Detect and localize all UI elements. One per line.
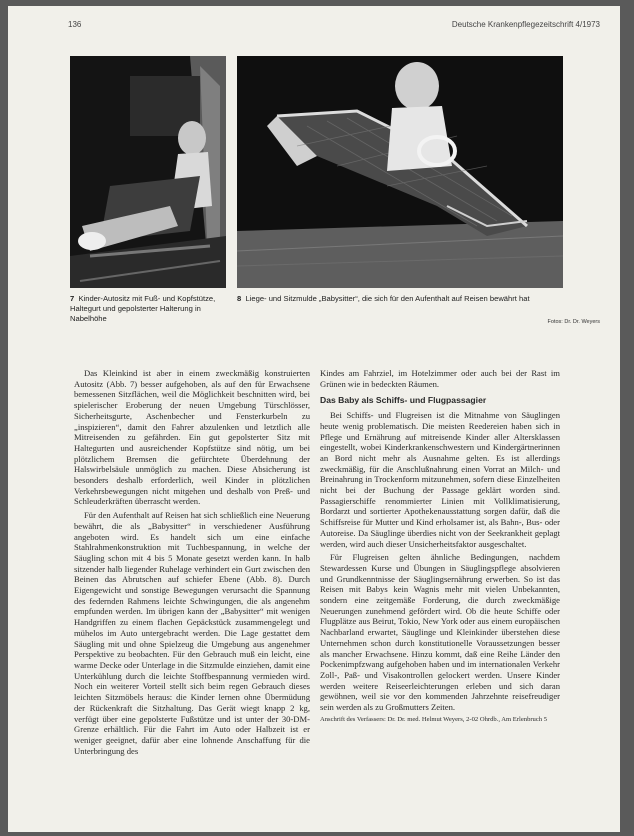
right-text-column [320,368,560,727]
author-address: Anschrift des Verfassers: Dr. Dr. med. Helmut Weyers, 2-02 Ohrdb., Am Erlenbruch 5 [320,715,548,723]
figure-7-text: Kinder-Autositz mit Fuß- und Kopfstütze, Haltegurt und gepolsterter Halterung in Nabelhöhe [70,294,216,323]
paragraph: Kindes am Fahrziel, im Hotelzimmer oder auch bei der Rast im Grünen wie in bedeckten Räumen. [320,368,560,389]
photo-babysitter [237,56,563,288]
magazine-page [8,6,620,832]
paragraph: Für Flugreisen gelten ähnliche Bedingungen, nachdem Stewardessen Kurse und Übungen in Säuglingspflege absolvieren und Grundkenntnisse der Säuglingsernährung erwerben. So ist das Reisen mit Babys kein Wagnis mehr mit vielen Unbekannten, sondern eine zeitgemäße Forderung, die durch zweckmäßige Neuerungen zunehmend gefördert wird. Ob die heute Schiffe oder Flugplätze aus Beirut, Tokio, New York oder aus einem europäischen Nachbarland erwartet, Säuglinge und Kleinkinder überstehen diese Unternehmen schon durch konstitutionelle Voraussetzungen besser als mancher Erwachsene. Hinzu kommt, daß eine Reihe Länder den Pockenimpfzwang aufgehoben haben und im internationalen Verkehr Zoll-, Paß- und Visakontrollen gelockert werden. Unsere Kinder werden weitere Reiseerleichterungen erleben und sich daran gewöhnen, weil sie vor den kommenden Jahrzehnte reisefreudiger sein werden als zu Großmutters Zeiten. [320,552,560,713]
photo-credit: Fotos: Dr. Dr. Weyers [547,319,600,325]
figure-8-caption [237,294,563,304]
page-number: 136 [68,20,82,29]
journal-title: Deutsche Krankenpflegezeitschrift 4/1973 [451,20,600,29]
figure-8-text: Liege- und Sitzmulde „Babysitter“, die sich für den Aufenthalt auf Reisen bewährt hat [245,294,530,303]
figure-8-number: 8 [237,294,242,303]
paragraph: Das Kleinkind ist aber in einem zweckmäßig konstruierten Autositz (Abb. 7) besser aufgehoben, als auf den für Erwachsene bemessenen Sitzflächen, weil die Möglichkeit beschnitten wird, bei spielerischer Eroberung der neuen Umgebung Türschlösser, Sicherheitsgurte, Aschenbecher und Fensterkurbeln zu „inspizieren“, damit den Fahrer abzulenken und letztlich alle Mitreisenden zu gefährden. Ein gut gepolsterter Sitz mit Haltegurten und ausreichender Kopfstütze sind nötig, um bei plötzlichem Bremsen die gefürchtete Überdehnung der Halswirbelsäule unmöglich zu machen. Diese Absicherung ist besonders deshalb erforderlich, weil Kinder in plötzlichen Verkehrsbewegungen nicht mitgehen und deshalb von Preß- und Schleuderkräften überrascht werden. [74,368,310,507]
figure-7-number: 7 [70,294,75,303]
left-text-column [74,368,310,759]
figure-7-caption [70,294,226,324]
paragraph: Bei Schiffs- und Flugreisen ist die Mitnahme von Säuglingen heute wenig problematisch. Die meisten Reedereien haben sich in Pflege und Ernährung auf mitreisende Kinder aller Altersklassen eingestellt, wobei Kinderkrankenschwestern und Kindergärtnerinnen an Bord nicht mehr als Ausnahme gelten. Es ist allerdings zweckmäßig, für die Anschlußnahrung einen Vorrat an Milch- und Breinahrung in Trockenform mitzunehmen, sofern diese Einzelheiten nicht bei der Buchung der Passage geklärt worden sind. Passagierschiffe renommierter Linien mit Vollklimatisierung, Bordarzt und sortierter Apothekenausstattung sorgen dafür, daß die Schiffsreise für Mutter und Kind erholsamer ist, als Bahn-, Bus- oder Autoreise. Da Säuglinge überdies nicht von der Seekrankheit geplagt werden, wird auch dieser Unsicherheitsfaktor ausgeschaltet. [320,410,560,549]
photo-car-seat [70,56,226,288]
section-heading: Das Baby als Schiffs- und Flugpassagier [320,395,487,406]
paragraph: Für den Aufenthalt auf Reisen hat sich schließlich eine Neuerung bewährt, die als „Babysitter“ in verschiedener Ausführung angeboten wird. Es handelt sich um eine einfache Stahlrahmenkonstruktion mit Tuchbespannung, in welche der Säugling schon mit 4 bis 5 Monate gesetzt werden kann. In halb sitzender halb liegender Ruhelage verhindert ein Gurt zwischen den Beinen das Abrutschen auf schiefer Ebene (Abb. 8). Durch Eigengewicht und sonstige Bewegungen verursacht die Spannung des federnden Rahmens leichte Schwingungen, die als angenehm empfunden werden. Im übrigen kann der „Babysitter“ mit wenigen Handgriffen zu einem flachen Gepäckstück zusammengelegt und mühelos im Auto untergebracht werden. Die Lage gestattet dem Säugling mit und ohne Spielzeug die Umgebung aus angenehmer Perspektive zu beobachten. Für den Gebrauch muß ein leicht, eine warme Decke oder Unterlage in die Sitzmulde einziehen, damit eine Unterkühlung durch die leichte Stoffbespannung vermieden wird. Noch ein weiterer Vorteil stellt sich beim regen Gebrauch dieses leichten Sitzmöbels heraus: die Kinder lernen ohne Übermüdung der Rückenkraft die Sitzhaltung. Das Gerät wiegt knapp 2 kg, verfügt über eine gepolsterte Fußstütze und ist unter der 30-DM-Grenze erhältlich. Für die Fahrt im Auto oder Halbzeit ist er weniger geeignet, dafür aber eine lohnende Anschaffung für die Unterbringung des [74,510,310,756]
